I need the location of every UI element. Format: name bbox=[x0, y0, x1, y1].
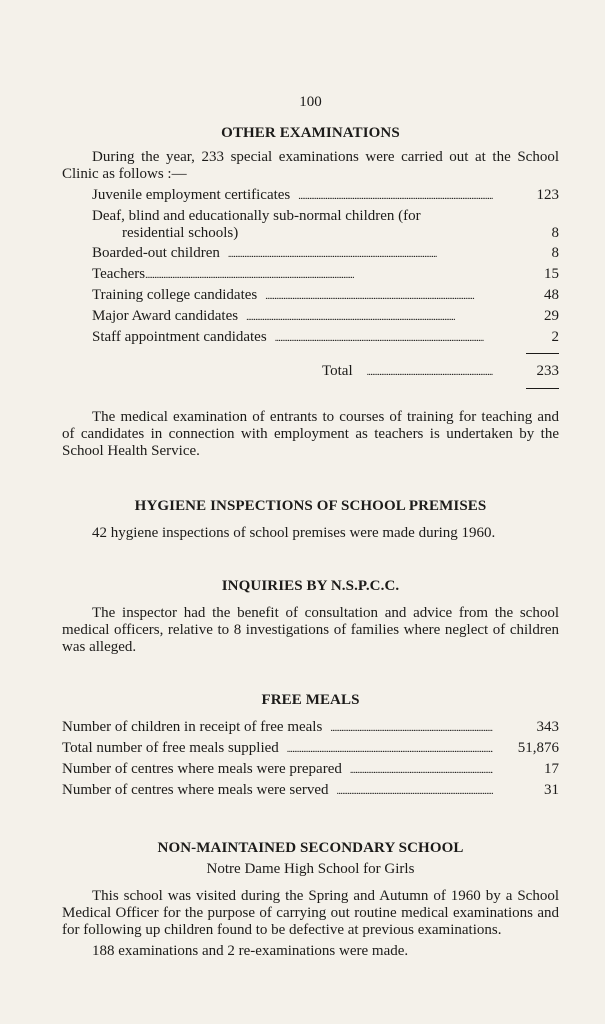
section-heading-hygiene: HYGIENE INSPECTIONS OF SCHOOL PREMISES bbox=[134, 498, 487, 514]
section-heading-non-maintained: NON-MAINTAINED SECONDARY SCHOOL bbox=[157, 840, 464, 856]
leader-dots bbox=[367, 363, 493, 381]
section-heading-other-examinations: OTHER EXAMINATIONS bbox=[221, 125, 400, 141]
item-value: 29 bbox=[544, 308, 559, 324]
list-item bbox=[62, 761, 559, 779]
item-value: 51,876 bbox=[517, 740, 559, 756]
other-examinations-note: The medical examination of entrants to courses of training for teaching and of candidates in connection with employment as teachers is undertaken by the School Health Service. bbox=[62, 409, 559, 459]
section-heading-nspcc: INQUIRIES BY N.S.P.C.C. bbox=[221, 578, 400, 594]
list-item bbox=[92, 266, 559, 284]
item-label: Training college candidates bbox=[92, 287, 258, 303]
list-item bbox=[62, 719, 559, 737]
leader-dots bbox=[228, 245, 493, 263]
item-value: 15 bbox=[544, 266, 559, 282]
item-label: Number of children in receipt of free meals bbox=[62, 719, 323, 735]
leader-dots bbox=[350, 761, 493, 779]
item-label: Total number of free meals supplied bbox=[62, 740, 279, 756]
exam-list bbox=[62, 187, 559, 347]
item-label: Boarded-out children bbox=[92, 245, 220, 261]
nspcc-text: The inspector had the benefit of consultation and advice from the school medical officers, relative to 8 investigations of families where neglect of children was alleged. bbox=[62, 605, 559, 655]
other-examinations-intro: During the year, 233 special examinations were carried out at the School Clinic as follows :— bbox=[62, 149, 559, 182]
list-item bbox=[62, 782, 559, 800]
leader-dots bbox=[330, 719, 493, 737]
section-heading-free-meals: FREE MEALS bbox=[261, 692, 360, 708]
item-label: Teachers bbox=[92, 266, 146, 282]
school-name: Notre Dame High School for Girls bbox=[206, 861, 415, 877]
list-item bbox=[92, 245, 559, 263]
total-rule-bottom bbox=[526, 388, 559, 389]
leader-dots bbox=[145, 266, 493, 284]
item-label: Staff appointment candidates bbox=[92, 329, 267, 345]
free-meals-list bbox=[62, 719, 559, 800]
list-item bbox=[92, 308, 559, 326]
item-value: 8 bbox=[551, 245, 559, 261]
list-item bbox=[92, 287, 559, 305]
item-value: 123 bbox=[536, 187, 559, 203]
leader-dots bbox=[337, 782, 493, 800]
item-label-continued: residential schools) bbox=[122, 225, 239, 241]
item-label: Major Award candidates bbox=[92, 308, 239, 324]
non-maintained-text: This school was visited during the Spring and Autumn of 1960 by a School Medical Officer for the purpose of carrying out routine medical examinations and for following up children found to be defective at previous examinations. bbox=[62, 888, 559, 938]
item-label: Number of centres where meals were served bbox=[62, 782, 329, 798]
leader-dots bbox=[287, 740, 493, 758]
total-row bbox=[62, 353, 559, 389]
item-value: 8 bbox=[551, 225, 559, 241]
list-item bbox=[92, 329, 559, 347]
total-label: Total bbox=[322, 363, 353, 379]
page-number: 100 bbox=[299, 94, 322, 110]
item-value: 343 bbox=[536, 719, 559, 735]
item-value: 31 bbox=[544, 782, 559, 798]
leader-dots bbox=[275, 329, 493, 347]
list-item bbox=[62, 740, 559, 758]
non-maintained-text-2: 188 examinations and 2 re-examinations were made. bbox=[92, 943, 409, 959]
leader-dots bbox=[246, 308, 493, 326]
item-value: 48 bbox=[544, 287, 559, 303]
hygiene-text: 42 hygiene inspections of school premises were made during 1960. bbox=[92, 525, 496, 541]
item-value: 2 bbox=[551, 329, 559, 345]
total-value: 233 bbox=[536, 363, 559, 379]
total-rule-top bbox=[526, 353, 559, 354]
item-label: Number of centres where meals were prepared bbox=[62, 761, 342, 777]
leader-dots bbox=[265, 287, 493, 305]
item-value: 17 bbox=[544, 761, 559, 777]
leader-dots bbox=[298, 187, 493, 205]
list-item bbox=[92, 187, 559, 205]
item-label: Deaf, blind and educationally sub-normal children (for bbox=[92, 208, 421, 224]
list-item bbox=[92, 208, 559, 242]
item-label: Juvenile employment certificates bbox=[92, 187, 291, 203]
page bbox=[62, 94, 559, 960]
